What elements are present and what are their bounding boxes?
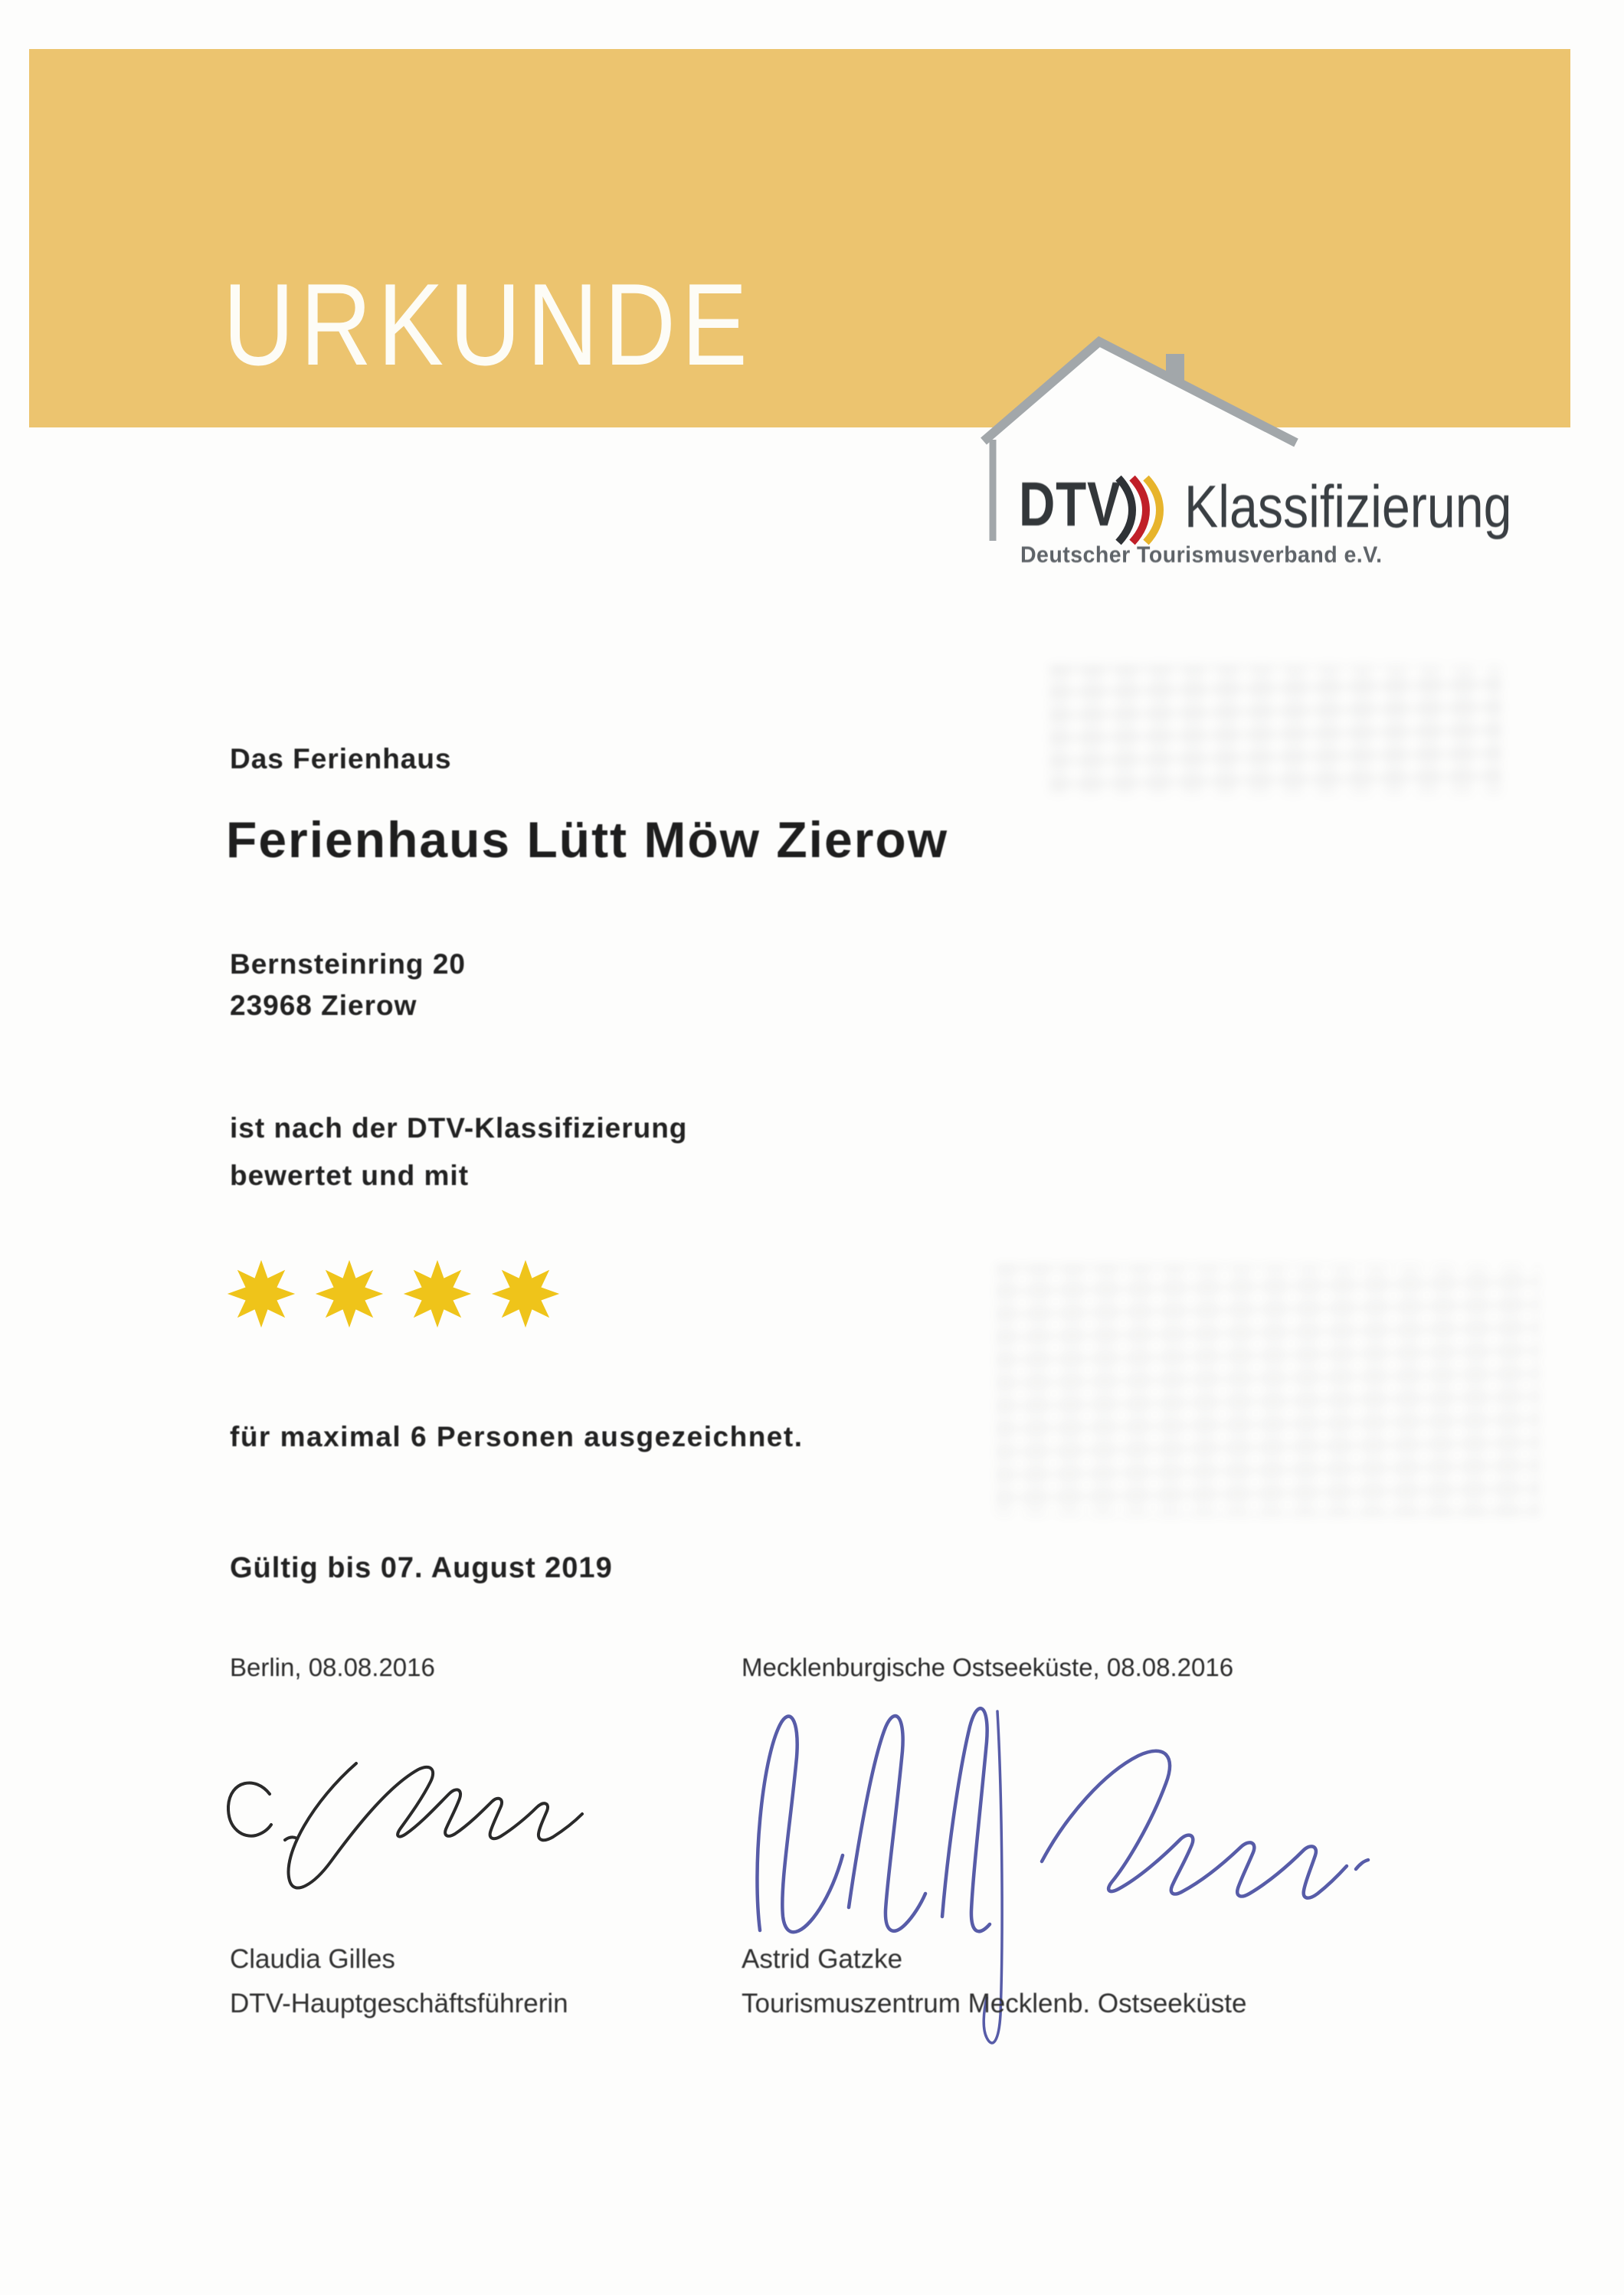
star-icon — [402, 1259, 473, 1329]
scan-artifact — [1049, 665, 1501, 795]
address-line-1: Bernsteinring 20 — [230, 948, 466, 980]
signatory-title-left: DTV-Hauptgeschäftsführerin — [230, 1989, 568, 2018]
star-icon — [226, 1259, 296, 1329]
validity-line: Gültig bis 07. August 2019 — [230, 1552, 613, 1584]
place-date-left: Berlin, 08.08.2016 — [230, 1653, 435, 1681]
signatory-name-right: Astrid Gatzke — [742, 1944, 903, 1974]
capacity-line: für maximal 6 Personen ausgezeichnet. — [230, 1421, 804, 1452]
classification-line-1: ist nach der DTV-Klassifizierung — [230, 1112, 688, 1144]
address-line-2: 23968 Zierow — [230, 990, 417, 1021]
dtv-logo-subtitle: Deutscher Tourismusverband e.V. — [1020, 542, 1383, 568]
star-icon — [490, 1259, 561, 1329]
triple-chevron-icon — [1112, 473, 1181, 547]
banner-title: URKUNDE — [223, 260, 754, 390]
intro-label: Das Ferienhaus — [230, 743, 452, 774]
scan-artifact — [996, 1264, 1540, 1517]
signatory-title-right: Tourismuszentrum Mecklenb. Ostseeküste — [742, 1989, 1247, 2018]
dtv-logo-suffix: Klassifizierung — [1184, 473, 1512, 540]
classification-line-2: bewertet und mit — [230, 1160, 470, 1191]
star-icon — [314, 1259, 385, 1329]
dtv-logo-brand: DTV — [1019, 470, 1121, 539]
star-rating — [226, 1259, 561, 1329]
place-date-right: Mecklenburgische Ostseeküste, 08.08.2016 — [742, 1653, 1234, 1681]
property-name: Ferienhaus Lütt Möw Zierow — [226, 811, 949, 868]
left-signature — [199, 1739, 628, 1938]
signatory-name-left: Claudia Gilles — [230, 1944, 395, 1974]
